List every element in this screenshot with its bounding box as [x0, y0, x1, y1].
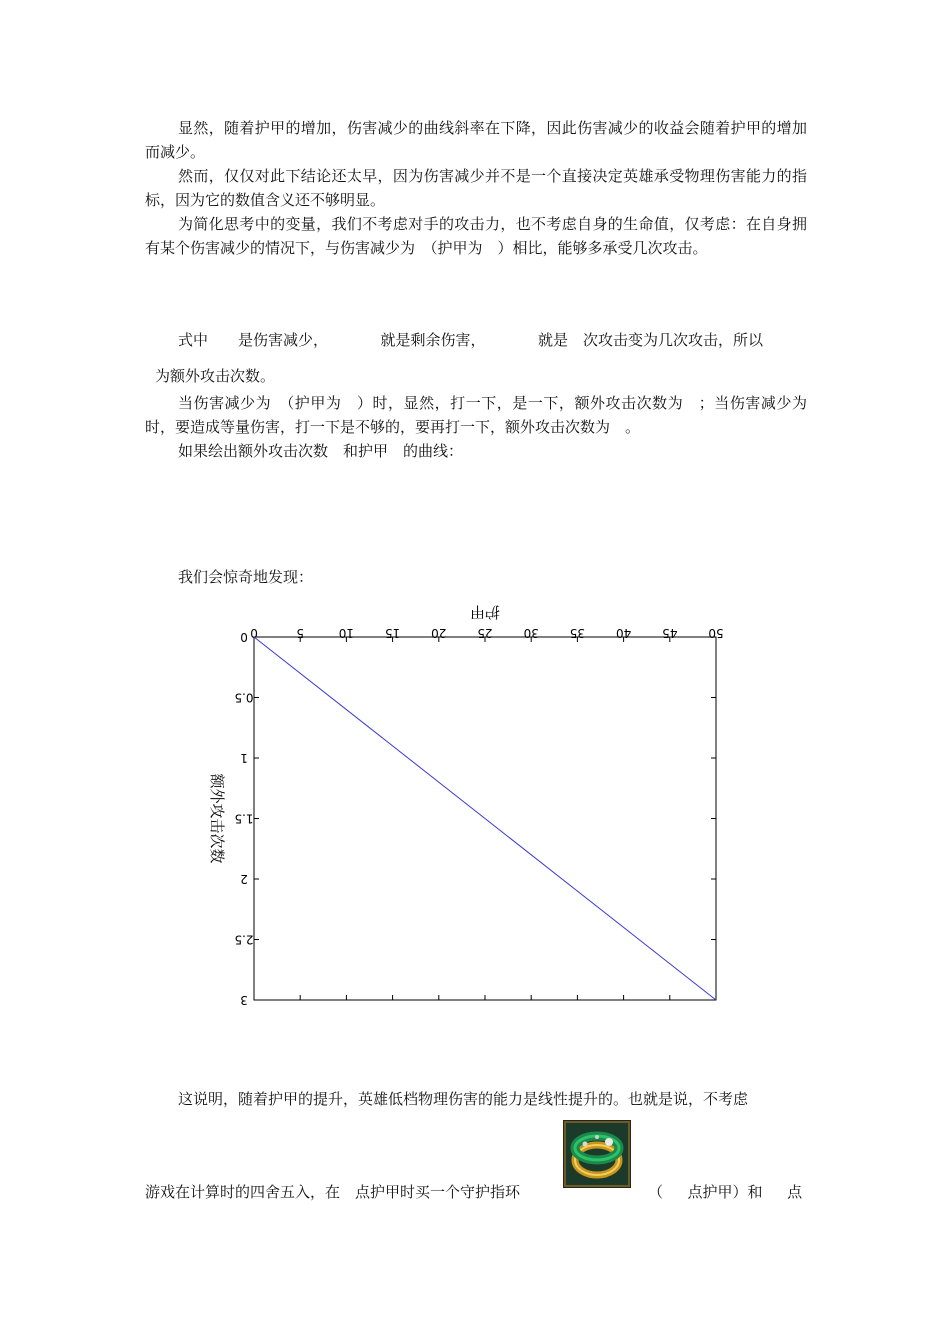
- paragraph-surprise: 我们会惊奇地发现：: [178, 568, 314, 586]
- x-tick-label: 30: [523, 626, 539, 640]
- paragraph-not-conclusive: 然而，仅仅对此下结论还太早，因为伤害减少并不是一个直接决定英雄承受物理伤害能力的指标，因为它的数值含义还不够明显。: [145, 167, 807, 209]
- y-axis-label: 额外攻击次数: [208, 773, 226, 864]
- x-tick-label: 40: [615, 626, 632, 640]
- x-tick-label: 50: [708, 626, 724, 640]
- x-tick-label: 5: [296, 626, 305, 640]
- y-tick-label: 2.5: [234, 932, 254, 947]
- y-tick-label: 3: [240, 993, 248, 1007]
- series-line: [254, 637, 716, 1000]
- paragraph-armor-slope: 显然，随着护甲的增加，伤害减少的曲线斜率在下降，因此伤害减少的收益会随着护甲的增加而减少。: [145, 119, 807, 161]
- paragraph-example: 当伤害减少为 （护甲为 ）时，显然，打一下，是一下，额外攻击次数为 ；当伤害减少为 时，要造成等量伤害，打一下是不够的，要再打一下，额外攻击次数为 。: [145, 394, 838, 436]
- paragraph-formula-explain: 式中 是伤害减少， 就是剩余伤害， 就是 次攻击变为几次攻击，所以: [178, 331, 764, 349]
- x-tick-label: 20: [431, 626, 447, 640]
- ring-of-protection-icon: [563, 1120, 631, 1188]
- x-tick-label: 0: [250, 626, 258, 640]
- x-tick-label: 10: [338, 626, 355, 640]
- x-tick-label: 15: [384, 626, 401, 640]
- x-tick-label: 35: [569, 626, 586, 640]
- paragraph-ring-right: （ 点护甲）和 点: [648, 1183, 803, 1201]
- y-tick-label: 0.5: [234, 690, 254, 705]
- y-tick-label: 1.5: [234, 811, 254, 826]
- x-tick-label: 45: [662, 626, 678, 640]
- y-tick-label: 2: [240, 872, 248, 886]
- y-tick-label: 1: [240, 751, 248, 765]
- paragraph-formula-explain-end: 为额外攻击次数。: [155, 367, 276, 385]
- extra-attacks-chart: [190, 595, 750, 1015]
- paragraph-curve-intro: 如果绘出额外攻击次数 和护甲 的曲线：: [178, 442, 464, 460]
- paragraph-ring-left: 游戏在计算时的四舍五入，在 点护甲时买一个守护指环: [145, 1183, 521, 1201]
- paragraph-simplify: 为简化思考中的变量，我们不考虑对手的攻击力，也不考虑自身的生命值，仅考虑：在自身拥有某个伤害减少的情况下，与伤害减少为 （护甲为 ）相比，能够多承受几次攻击。: [145, 215, 807, 257]
- y-tick-label: 0: [240, 630, 248, 644]
- x-tick-label: 25: [477, 626, 493, 640]
- chart-title: 护甲: [469, 603, 501, 621]
- paragraph-linear-conclusion: 这说明，随着护甲的提升，英雄低档物理伤害的能力是线性提升的。也就是说，不考虑: [178, 1090, 749, 1108]
